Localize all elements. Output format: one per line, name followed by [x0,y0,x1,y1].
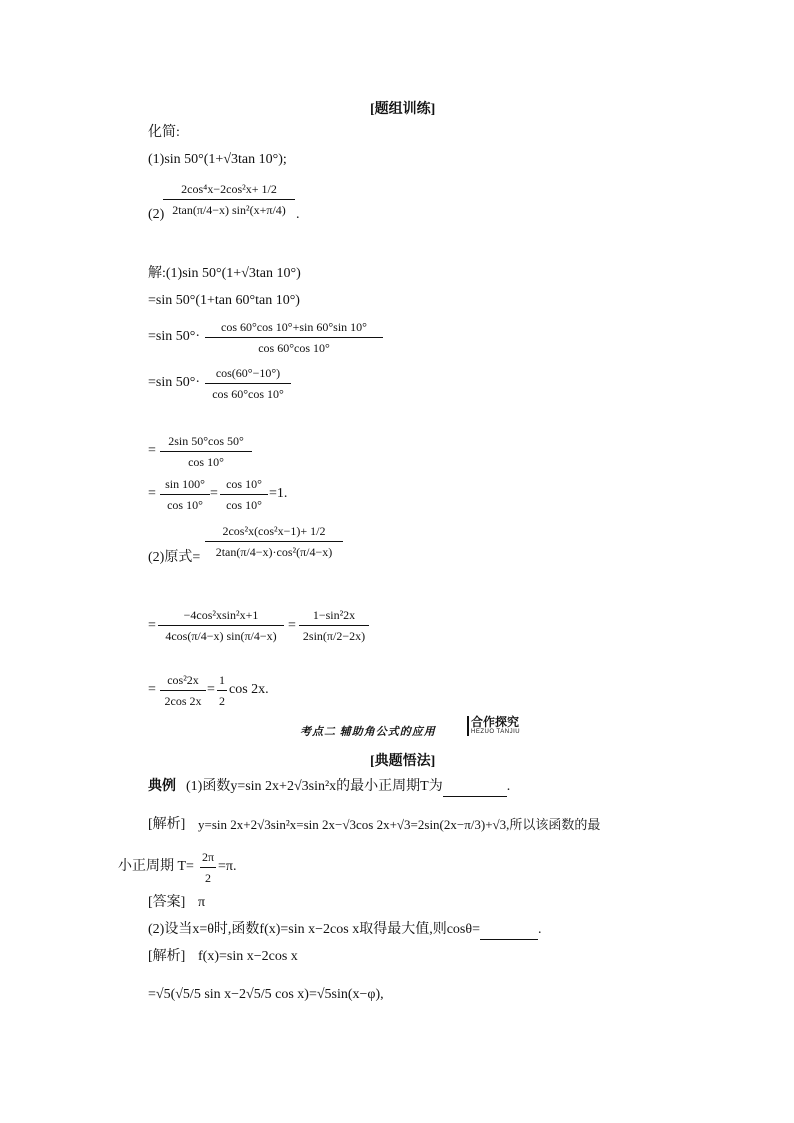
fraction-numerator: 2cos²x(cos²x−1)+ 1/2 [222,524,326,538]
solution-line-9-equals: = [207,682,215,697]
solution-line-6-fraction-1 [160,475,210,514]
question-1-end: . [506,779,511,794]
fraction-denominator: 2sin(π/2−2x) [302,629,366,643]
jiexi-line-2-fraction [200,848,216,887]
hezuo-tanjiu-badge [467,716,520,736]
fraction-bar [205,337,383,338]
solution-line-9-prefix: = [148,682,156,697]
fraction-denominator: 2tan(π/4−x)·cos²(π/4−x) [215,545,333,559]
problem-intro: 化简: [148,125,180,140]
solution-line-8-fraction-2 [299,606,369,645]
jiexi-2-line-2: =√5(√5/5 sin x−2√5/5 cos x)=√5sin(x−φ), [148,987,384,1002]
fraction-bar [205,541,343,542]
solution-line-9-fraction-2 [217,671,227,710]
fraction-denominator: cos 10° [188,455,224,469]
fraction-bar [163,199,295,200]
badge-subtitle: HEZUO TANJIU [471,729,521,735]
fraction-denominator: 2cos 2x [164,694,202,708]
fraction-numerator: 1 [219,673,225,687]
fraction-denominator: cos 10° [167,498,203,512]
fraction-denominator: 2tan(π/4−x) sin²(x+π/4) [172,203,286,217]
fraction-numerator: 2sin 50°cos 50° [168,434,244,448]
solution-line-6-equals: = [210,486,218,501]
fraction-bar [299,625,369,626]
jiexi-2-line-1: f(x)=sin x−2cos x [198,949,298,964]
fraction-denominator: cos 60°cos 10° [212,387,284,401]
solution-line-9-fraction-1 [160,671,206,710]
fraction-bar [205,383,291,384]
problem-2-fraction [163,180,295,219]
solution-line-3-prefix: =sin 50°· [148,329,200,344]
fraction-bar [158,625,284,626]
solution-line-4-prefix: =sin 50°· [148,375,200,390]
fraction-numerator: cos 10° [226,477,262,491]
solution-line-8-fraction-1 [158,606,284,645]
problem-2-label: (2) [148,207,165,222]
question-2-text: (2)设当x=θ时,函数f(x)=sin x−2cos x取得最大值,则cosθ= [148,922,480,937]
jiexi-line-2-prefix: 小正周期 T= [118,859,194,874]
question-2-end: . [537,922,542,937]
fraction-denominator: 2 [219,694,225,708]
answer-blank-2[interactable] [480,921,538,940]
solution-line-6-fraction-2 [220,475,268,514]
kaodian-heading: 考点二 辅助角公式的应用 [300,726,436,738]
section-title-tizu: [题组训练] [370,102,436,117]
jiexi-line-1: y=sin 2x+2√3sin²x=sin 2x−√3cos 2x+√3=2sin(2x−π/3)+√3,所以该函数的最 [198,817,601,832]
solution-line-5-prefix: = [148,443,156,458]
fraction-denominator: cos 60°cos 10° [258,341,330,355]
jiexi-tag-1: [解析] [148,817,186,832]
solution-line-5-fraction [160,432,252,471]
fraction-bar [160,451,252,452]
example-tag: 典例 [148,779,176,794]
solution-line-2: =sin 50°(1+tan 60°tan 10°) [148,293,300,308]
solution-line-7-fraction [205,522,343,561]
fraction-bar [160,690,206,691]
solution-line-8-equals: = [288,618,296,633]
problem-2-dot: . [296,207,300,222]
jiexi-line-2-end: =π. [218,859,237,874]
example-question-2 [148,921,541,940]
fraction-numerator: −4cos²xsin²x+1 [183,608,259,622]
fraction-bar [200,867,216,868]
problem-1: (1)sin 50°(1+√3tan 10°); [148,152,287,167]
fraction-bar [220,494,268,495]
example-question-1 [186,778,510,797]
fraction-denominator: cos 10° [226,498,262,512]
answer-tag: [答案] [148,895,186,910]
solution-line-4-fraction [205,364,291,403]
solution-line-8-prefix: = [148,618,156,633]
fraction-numerator: 2π [201,850,215,864]
fraction-numerator: cos 60°cos 10°+sin 60°sin 10° [221,320,367,334]
solution-line-3-fraction [205,318,383,357]
answer-blank-1[interactable] [443,778,507,797]
solution-line-6-end: =1. [269,486,288,501]
solution-line-9-end: cos 2x. [229,682,269,697]
fraction-denominator: 4cos(π/4−x) sin(π/4−x) [165,629,277,643]
solution-line-6-prefix: = [148,486,156,501]
fraction-bar [160,494,210,495]
fraction-numerator: cos²2x [167,673,199,687]
fraction-numerator: cos(60°−10°) [215,366,281,380]
fraction-numerator: sin 100° [165,477,205,491]
solution-line-1: 解:(1)sin 50°(1+√3tan 10°) [148,266,301,281]
fraction-numerator: 1−sin²2x [312,608,356,622]
answer-value: π [198,895,206,910]
question-1-text: (1)函数y=sin 2x+2√3sin²x的最小正周期T为 [186,779,443,794]
fraction-bar [217,690,227,691]
jiexi-tag-2: [解析] [148,949,186,964]
fraction-denominator: 2 [205,871,211,885]
section-title-dianti: [典题悟法] [370,754,436,769]
badge-title: 合作探究 [471,715,520,729]
solution-line-7-prefix: (2)原式= [148,550,201,565]
fraction-numerator: 2cos⁴x−2cos²x+ 1/2 [181,182,277,196]
